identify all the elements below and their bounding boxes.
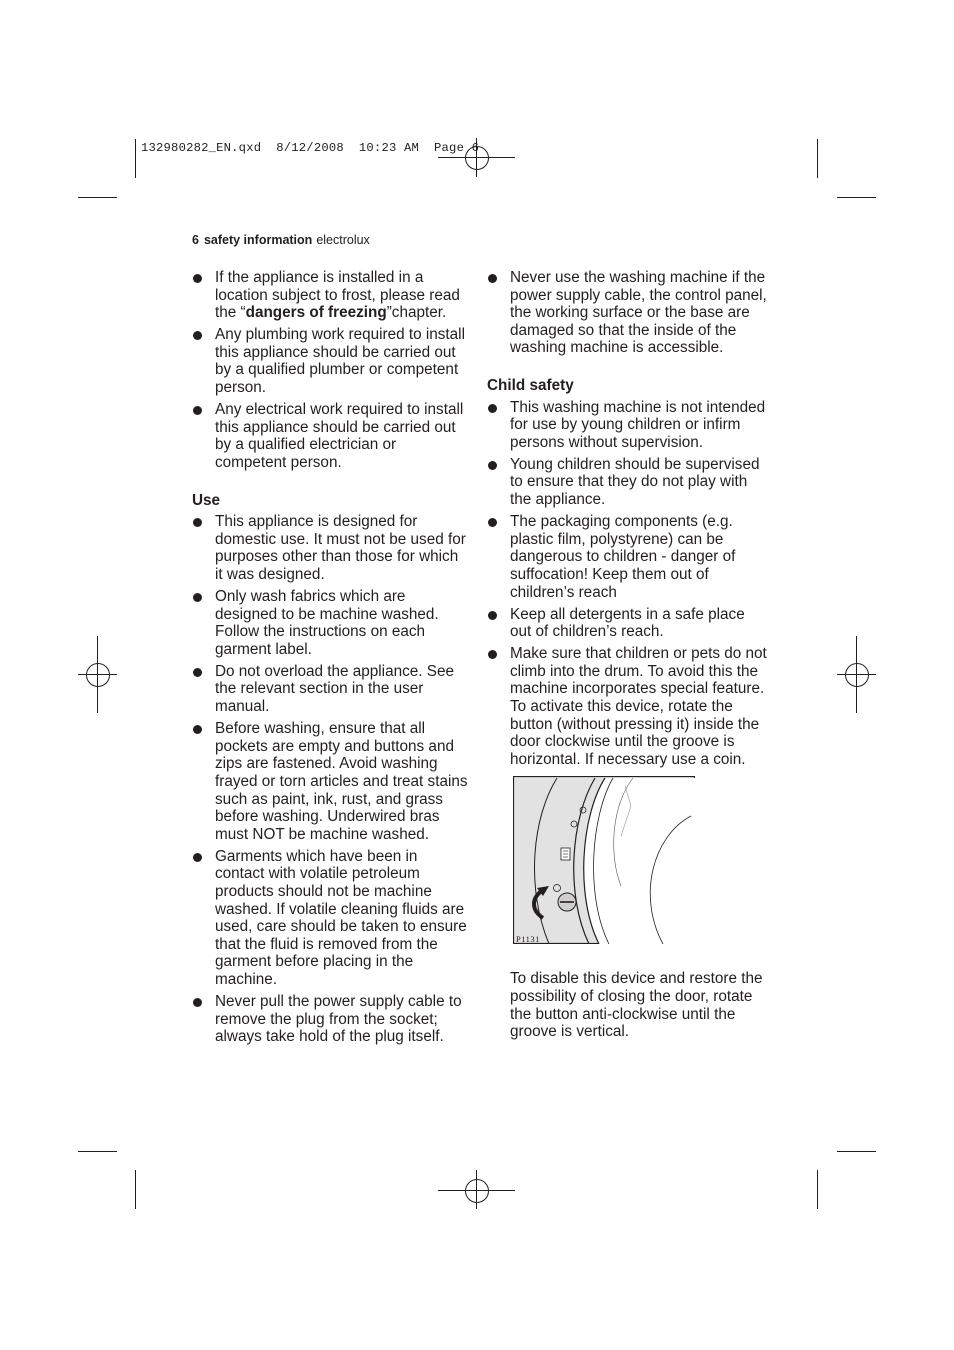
list-item: This appliance is designed for domestic use. It must not be used for purposes other than those for which it was designed.	[192, 513, 468, 583]
list-item: Only wash fabrics which are designed to be machine washed. Follow the instructions on each garment label.	[192, 588, 468, 658]
running-head	[192, 233, 370, 247]
door-lock-illustration	[513, 776, 695, 944]
brand-name: electrolux	[316, 233, 370, 247]
list-item: Garments which have been in contact with volatile petroleum products should not be machine washed. If volatile cleaning fluids are used, care should be taken to ensure that the fluid is removed from the garment before placing in the machine.	[192, 848, 468, 989]
list-item: Keep all detergents in a safe place out of children’s reach.	[487, 606, 767, 641]
crop-mark	[135, 1170, 136, 1209]
crop-mark	[135, 139, 136, 178]
intro-list	[487, 269, 767, 357]
left-column	[192, 269, 468, 1050]
crop-mark	[78, 1151, 117, 1152]
child-safety-list	[487, 399, 767, 769]
crop-mark	[837, 197, 876, 198]
list-item: Young children should be supervised to ensure that they do not play with the appliance.	[487, 456, 767, 509]
right-column	[487, 269, 767, 1041]
list-item: Never use the washing machine if the power supply cable, the control panel, the working surface or the base are damaged so that the inside of the washing machine is accessible.	[487, 269, 767, 357]
section-title: safety information	[203, 233, 313, 247]
crop-mark	[837, 1151, 876, 1152]
intro-list	[192, 269, 468, 472]
list-item: If the appliance is installed in a location subject to frost, please read the “dangers of freezing”chapter.	[192, 269, 468, 322]
list-item: Before washing, ensure that all pockets are empty and buttons and zips are fastened. Avoid washing frayed or torn articles and treat stains such as paint, ink, rust, and grass before washing. Underwired bras must NOT be machine washed.	[192, 720, 468, 843]
print-slug: 132980282_EN.qxd 8/12/2008 10:23 AM Page 6	[141, 141, 480, 155]
crop-mark	[817, 139, 818, 178]
crop-mark	[817, 1170, 818, 1209]
use-list	[192, 513, 468, 1046]
illustration-label: P1131	[516, 934, 540, 945]
child-safety-heading: Child safety	[487, 376, 574, 394]
list-item: Any plumbing work required to install this appliance should be carried out by a qualified plumber or competent person.	[192, 326, 468, 396]
list-item: The packaging components (e.g. plastic film, polystyrene) can be dangerous to children - danger of suffocation! Keep them out of children’s reach	[487, 513, 767, 601]
page-number: 6	[192, 233, 199, 247]
chapter-reference: dangers of freezing	[245, 304, 387, 322]
list-item: Do not overload the appliance. See the relevant section in the user manual.	[192, 663, 468, 716]
list-item: Any electrical work required to install this appliance should be carried out by a qualified electrician or competent person.	[192, 401, 468, 471]
list-item: This washing machine is not intended for use by young children or infirm persons without supervision.	[487, 399, 767, 452]
list-item: Never pull the power supply cable to remove the plug from the socket; always take hold of the plug itself.	[192, 993, 468, 1046]
use-heading: Use	[192, 491, 221, 509]
disable-instruction: To disable this device and restore the possibility of closing the door, rotate the button anti-clockwise until the groove is vertical.	[510, 970, 763, 1041]
crop-mark	[78, 197, 117, 198]
list-item: Make sure that children or pets do not climb into the drum. To avoid this the machine incorporates special feature. To activate this device, rotate the button (without pressing it) inside the door clockwise until the groove is horizontal. If necessary use a coin.	[487, 645, 767, 768]
